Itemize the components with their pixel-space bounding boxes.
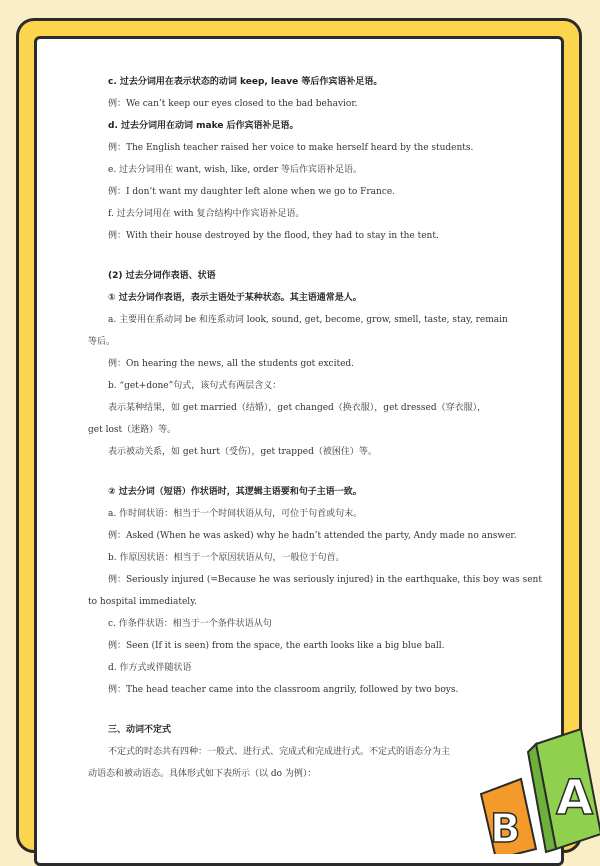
line-25: 例：Seen (If it is seen) from the space, the earth looks like a big blue ball. — [108, 641, 445, 651]
line-30: 动语态和被动语态。具体形式如下表所示（以 do 为例）： — [88, 769, 317, 779]
letter-a: A — [556, 770, 594, 826]
letter-blocks-decoration — [476, 724, 600, 854]
line-3: d. 过去分词用在动词 make 后作宾语补足语。 — [108, 121, 299, 131]
line-18: ② 过去分词（短语）作状语时，其逻辑主语要和句子主语一致。 — [108, 487, 362, 497]
line-14: b. “get+done”句式，该句式有两层含义： — [108, 381, 282, 391]
line-22: 例：Seriously injured (=Because he was seriously injured) in the earthquake, this boy was sent — [108, 575, 542, 585]
block-b-icon — [481, 779, 536, 854]
line-6: 例：I don’t want my daughter left alone when we go to France. — [108, 187, 396, 197]
line-17: 表示被动关系，如 get hurt（受伤），get trapped（被困住）等。 — [108, 447, 377, 457]
line-4: 例：The English teacher raised her voice to make herself heard by the students. — [108, 143, 474, 153]
section-heading-2: (2) 过去分词作表语、状语 — [108, 271, 216, 281]
line-27: 例：The head teacher came into the classroom angrily, followed by two boys. — [108, 685, 459, 695]
line-11: a. 主要用在系动词 be 和连系动词 look, sound, get, become, grow, smell, taste, stay, remain — [108, 315, 508, 325]
line-21: b. 作原因状语：相当于一个原因状语从句，一般位于句首。 — [108, 553, 345, 563]
line-10: ① 过去分词作表语，表示主语处于某种状态。其主语通常是人。 — [108, 293, 362, 303]
block-a-icon — [528, 729, 600, 852]
line-2: 例：We can’t keep our eyes closed to the bad behavior. — [108, 99, 358, 109]
line-8: 例：With their house destroyed by the flood, they had to stay in the tent. — [108, 231, 439, 241]
line-15: 表示某种结果，如 get married（结婚），get changed（换衣服），get dressed（穿衣服）， — [108, 403, 487, 413]
letter-b: B — [490, 806, 521, 852]
line-19: a. 作时间状语：相当于一个时间状语从句，可位于句首或句末。 — [108, 509, 363, 519]
line-5: e. 过去分词用在 want, wish, like, order 等后作宾语补足语。 — [108, 165, 363, 175]
line-26: d. 作方式或伴随状语 — [108, 663, 192, 673]
line-1: c. 过去分词用在表示状态的动词 keep, leave 等后作宾语补足语。 — [108, 77, 383, 87]
section-heading-3: 三、动词不定式 — [108, 725, 172, 735]
line-12: 等后。 — [88, 337, 116, 347]
line-20: 例：Asked (When he was asked) why he hadn’t attended the party, Andy made no answer. — [108, 531, 517, 541]
line-7: f. 过去分词用在 with 复合结构中作宾语补足语。 — [108, 209, 305, 219]
line-29: 不定式的时态共有四种：一般式、进行式、完成式和完成进行式。不定式的语态分为主 — [108, 747, 451, 757]
line-24: c. 作条件状语：相当于一个条件状语从句 — [108, 619, 272, 629]
line-13: 例：On hearing the news, all the students got excited. — [108, 359, 355, 369]
line-23: to hospital immediately. — [88, 597, 197, 607]
line-16: get lost（迷路）等。 — [88, 425, 177, 435]
